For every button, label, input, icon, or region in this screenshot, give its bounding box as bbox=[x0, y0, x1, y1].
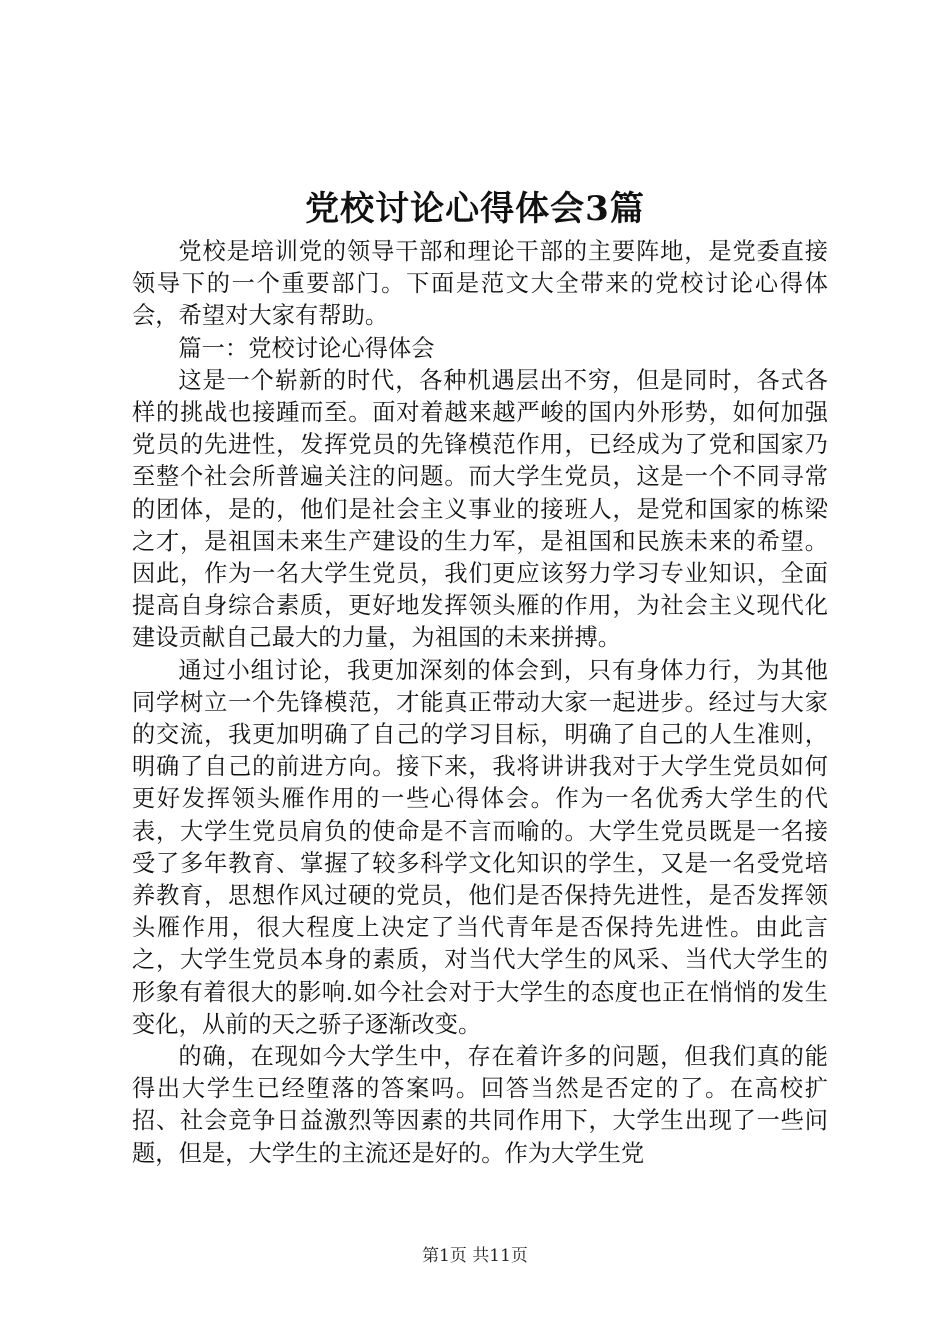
page-number-footer: 第1页 共11页 bbox=[422, 1246, 528, 1266]
document-body bbox=[132, 236, 828, 1170]
body-paragraph: 这是一个崭新的时代，各种机遇层出不穷，但是同时，各式各样的挑战也接踵而至。面对着越来越严峻的国内外形势，如何加强党员的先进性，发挥党员的先锋模范作用，已经成为了党和国家乃至整个社会所普遍关注的问题。而大学生党员，这是一个不同寻常的团体，是的，他们是社会主义事业的接班人，是党和国家的栋梁之才，是祖国未来生产建设的生力军，是祖国和民族未来的希望。因此，作为一名大学生党员，我们更应该努力学习专业知识，全面提高自身综合素质，更好地发挥领头雁的作用，为社会主义现代化建设贡献自己最大的力量，为祖国的未来拼搏。 bbox=[132, 366, 828, 652]
body-paragraph: 的确，在现如今大学生中，存在着许多的问题，但我们真的能得出大学生已经堕落的答案吗。回答当然是否定的了。在高校扩招、社会竞争日益激烈等因素的共同作用下，大学生出现了一些问题，但是，大学生的主流还是好的。作为大学生党 bbox=[132, 1043, 828, 1167]
intro-paragraph: 党校是培训党的领导干部和理论干部的主要阵地，是党委直接领导下的一个重要部门。下面是范文大全带来的党校讨论心得体会，希望对大家有帮助。 bbox=[132, 238, 828, 330]
section-heading: 篇一：党校讨论心得体会 bbox=[178, 334, 435, 362]
body-paragraph: 通过小组讨论，我更加深刻的体会到，只有身体力行，为其他同学树立一个先锋模范，才能真正带动大家一起进步。经过与大家的交流，我更加明确了自己的学习目标，明确了自己的人生准则，明确了自己的前进方向。接下来，我将讲讲我对于大学生党员如何更好发挥领头雁作用的一些心得体会。作为一名优秀大学生的代表，大学生党员肩负的使命是不言而喻的。大学生党员既是一名接受了多年教育、掌握了较多科学文化知识的学生，又是一名受党培养教育，思想作风过硬的党员，他们是否保持先进性，是否发挥领头雁作用，很大程度上决定了当代青年是否保持先进性。由此言之，大学生党员本身的素质，对当代大学生的风采、当代大学生的形象有着很大的影响.如今社会对于大学生的态度也正在悄悄的发生变化，从前的天之骄子逐渐改变。 bbox=[132, 656, 828, 1038]
document-title: 党校讨论心得体会3篇 bbox=[305, 189, 645, 229]
